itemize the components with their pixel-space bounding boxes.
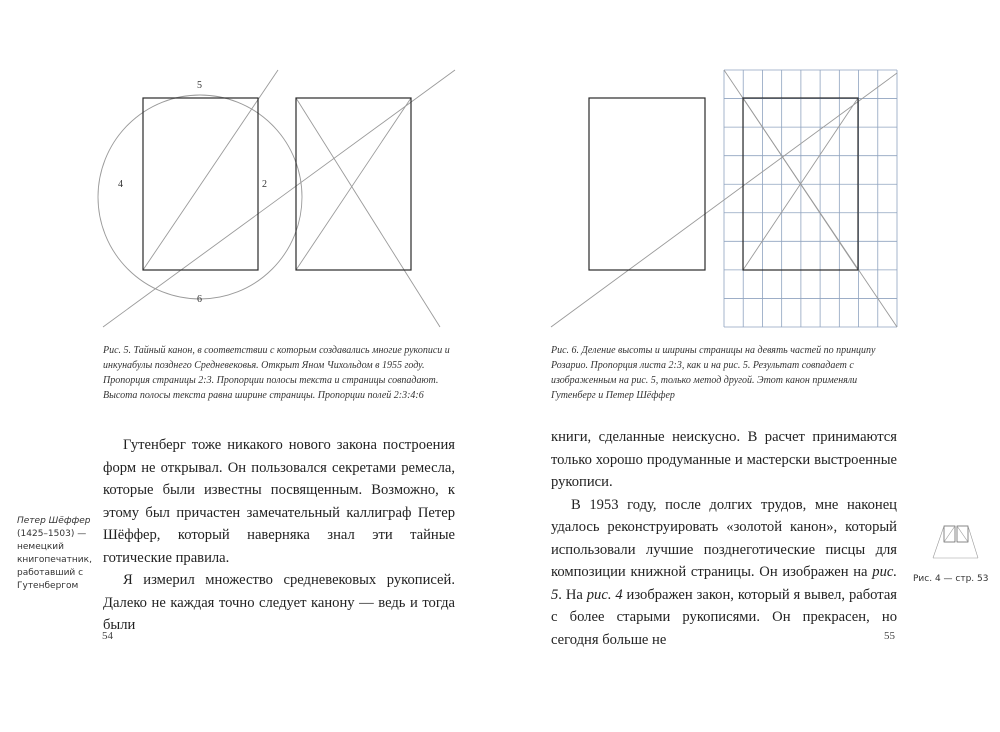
paragraph: Я измерил множество средневековых рукописей. Далеко не каждая точно следует канону — ведь и тогда были — [103, 572, 455, 633]
paragraph: Гутенберг тоже никакого нового закона построения форм не открывал. Он пользовался секретами ремесла, которые были известны посвященным. Возможно, к этому был причастен замечательный каллиграф Петер Шёффер, который наверняка знал эти тайные готические правила. — [103, 437, 455, 566]
figure-6-rosario-grid — [551, 70, 897, 327]
fig5-label-top: 5 — [197, 80, 202, 91]
sidenote-text: (1425–1503) — немецкий книгопечатник, работавший с Гутенбергом — [17, 529, 92, 591]
sidenote-name: Петер Шёффер — [17, 516, 91, 526]
fig5-construction-line — [296, 98, 440, 327]
figure-4-reference: Рис. 4 — стр. 53 — [913, 574, 989, 584]
sidenote-schoeffer — [17, 515, 99, 593]
fig4-thumbnail — [933, 526, 978, 558]
fig5-construction-line — [296, 98, 411, 270]
figure-ref: рис. 5 — [551, 564, 897, 603]
fig5-construction-circle — [98, 95, 302, 299]
right-page-body — [551, 426, 897, 651]
figure-5-secret-canon — [98, 70, 455, 327]
page-number-left: 54 — [102, 630, 113, 642]
figure-6-caption: Рис. 6. Деление высоты и ширины страницы на девять частей по принципу Розарио. Пропорция листа 2:3, как и на рис. 5. Результат совпадает с изображенным на рис. 5, только метод другой. Этот канон применяли Гутенберг и Петер Шёффер — [551, 345, 876, 401]
figure-ref: рис. 4 — [586, 586, 623, 603]
paragraph: В 1953 году, после долгих трудов, мне наконец удалось реконструировать «золотой канон», который использовали лучшие позднеготические писцы для композиции книжной страницы. Он изображен на рис. 5. На рис. 4 изображен закон, который я вывел, работая с более старыми рукописями. Он прекрасен, но сегодня больше не — [551, 496, 898, 648]
fig5-label-left: 4 — [118, 179, 123, 190]
fig5-construction-line — [103, 70, 455, 327]
page-number-right: 55 — [884, 630, 895, 642]
continued-paragraph: книги, сделанные неискусно. В расчет принимаются только хорошо продуманные и мастерски выстроенные рукописи. — [551, 429, 897, 490]
left-page-body — [103, 434, 455, 637]
figure-5-caption: Рис. 5. Тайный канон, в соответствии с которым создавались многие рукописи и инкунабулы позднего Средневековья. Открыт Яном Чихольдом в 1955 году. Пропорция страницы 2:3. Пропорции полосы текста и страницы совпадают. Высота полосы текста равна ширине страницы. Пропорции полей 2:3:4:6 — [103, 345, 450, 401]
fig5-label-right: 2 — [262, 179, 267, 190]
fig6-page-left — [589, 98, 705, 270]
fig5-label-bottom: 6 — [197, 294, 202, 305]
